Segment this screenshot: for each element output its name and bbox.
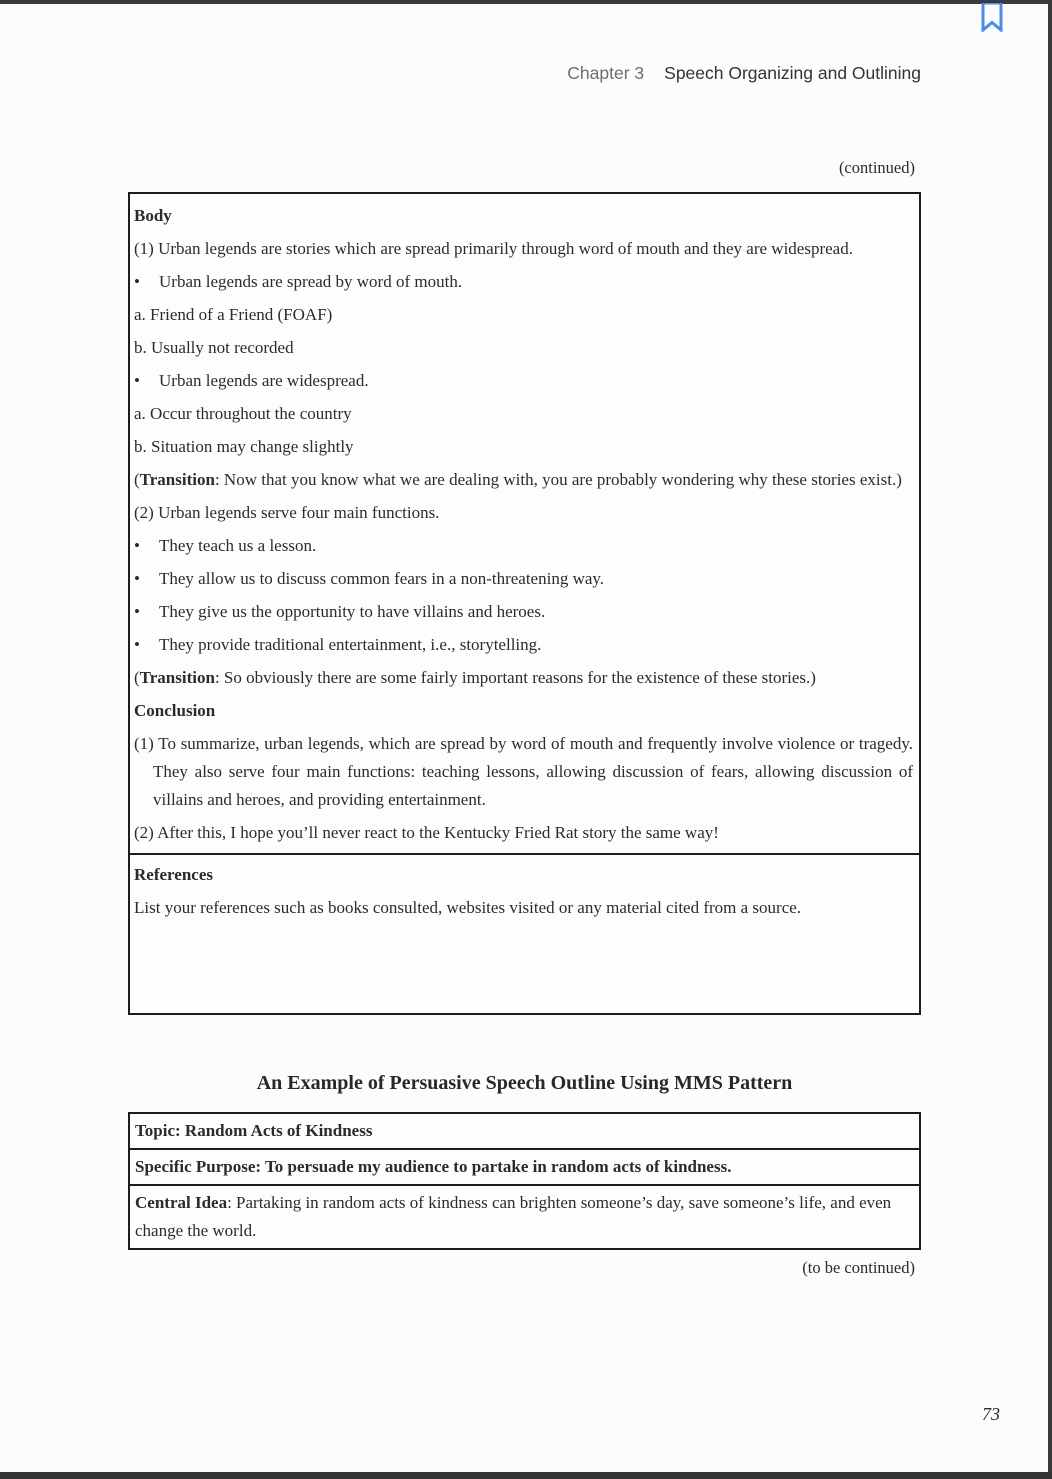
speech-outline-box: [128, 192, 921, 1015]
references-heading: References: [134, 865, 213, 884]
transition-label: Transition: [139, 470, 215, 489]
paren: (: [134, 470, 140, 489]
sub-item: b. Situation may change slightly: [134, 437, 354, 456]
references-text: List your references such as books consulted, websites visited or any material cited from a source.: [134, 898, 802, 917]
bullet-text: They teach us a lesson.: [159, 536, 317, 555]
bullet-icon: •: [134, 371, 140, 390]
table-row: [129, 1185, 920, 1249]
conclusion-point-2: (2) After this, I hope you’ll never react to the Kentucky Fried Rat story the same way!: [134, 823, 719, 842]
continued-note: (continued): [838, 158, 915, 177]
bullet-text: They give us the opportunity to have villains and heroes.: [159, 602, 546, 621]
bullet-text: Urban legends are spread by word of mouth.: [159, 272, 463, 291]
table-row: [129, 1113, 920, 1149]
bullet-text: They provide traditional entertainment, i.e., storytelling.: [159, 635, 542, 654]
bottom-frame-bar: [0, 1472, 1052, 1479]
sub-item: a. Occur throughout the country: [134, 404, 352, 423]
bullet-text: Urban legends are widespread.: [159, 371, 369, 390]
bullet-icon: •: [134, 635, 140, 654]
list-item: [134, 268, 913, 296]
main-point-2: (2) Urban legends serve four main functions.: [134, 503, 440, 522]
bullet-text: They allow us to discuss common fears in a non-threatening way.: [159, 569, 605, 588]
transition-1: [134, 466, 913, 494]
row-value: : To persuade my audience to partake in random acts of kindness.: [255, 1157, 732, 1176]
main-point-1: (1) Urban legends are stories which are spread primarily through word of mouth and they are widespread.: [134, 239, 853, 258]
bookmark-icon[interactable]: [981, 3, 1003, 32]
conclusion-heading: Conclusion: [134, 701, 216, 720]
page-number: 73: [982, 1404, 1000, 1424]
transition-2: [134, 664, 913, 692]
persuasive-outline-table: [128, 1112, 921, 1250]
example-outline-heading: An Example of Persuasive Speech Outline Using MMS Pattern: [256, 1072, 793, 1094]
right-frame-bar: [1048, 0, 1052, 1479]
sub-item: a. Friend of a Friend (FOAF): [134, 305, 333, 324]
list-item: [134, 565, 913, 593]
table-row: [129, 1149, 920, 1185]
transition-text: : So obviously there are some fairly important reasons for the existence of these stories.): [214, 668, 816, 687]
sub-item: b. Usually not recorded: [134, 338, 294, 357]
row-label: Topic: [135, 1121, 176, 1140]
body-heading: Body: [134, 206, 172, 225]
conclusion-point-1: (1) To summarize, urban legends, which are spread by word of mouth and frequently involve violence or tragedy. They also serve four main functions: teaching lessons, allowing discussion of fears, allowing discussion of villains and heroes, and providing entertainment.: [134, 734, 913, 809]
to-be-continued-note: (to be continued): [802, 1258, 915, 1277]
running-header: [567, 63, 921, 84]
transition-label: Transition: [139, 668, 215, 687]
chapter-title: Speech Organizing and Outlining: [664, 63, 921, 83]
row-value: : Random Acts of Kindness: [175, 1121, 373, 1140]
bullet-icon: •: [134, 602, 140, 621]
list-item: [134, 631, 913, 659]
bullet-icon: •: [134, 272, 140, 291]
list-item: [134, 367, 913, 395]
list-item: [134, 532, 913, 560]
list-item: [134, 598, 913, 626]
paren: (: [134, 668, 140, 687]
top-frame-bar: [0, 0, 1052, 4]
row-label: Central Idea: [135, 1193, 228, 1212]
row-label: Specific Purpose: [135, 1157, 256, 1176]
bullet-icon: •: [134, 569, 140, 588]
row-value: : Partaking in random acts of kindness can brighten someone’s day, save someone’s life, and even change the world.: [135, 1193, 892, 1240]
transition-text: : Now that you know what we are dealing with, you are probably wondering why these stories exist.): [214, 470, 902, 489]
chapter-label: Chapter 3: [567, 63, 645, 83]
bullet-icon: •: [134, 536, 140, 555]
references-section: [130, 853, 919, 922]
